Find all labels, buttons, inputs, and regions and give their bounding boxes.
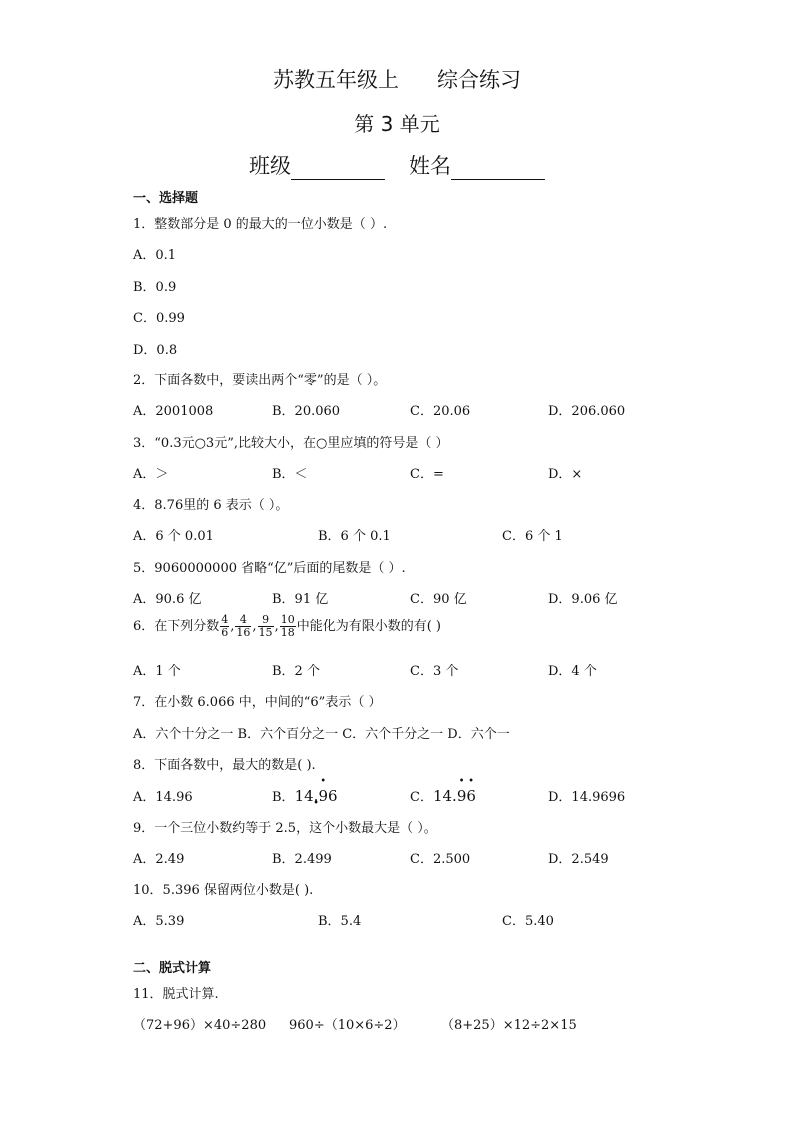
q3-option-c[interactable]: C．=	[410, 467, 444, 482]
q3-option-a[interactable]: A．＞	[133, 467, 169, 482]
q8-option-c[interactable]	[410, 786, 476, 805]
q10-option-b[interactable]: B．5.4	[318, 914, 362, 929]
q6-option-c[interactable]: C．3 个	[410, 664, 459, 679]
q2-option-b[interactable]: B．20.060	[272, 404, 341, 419]
title-grade: 苏教五年级上	[273, 68, 399, 92]
q1-option-d[interactable]: D．0.8	[133, 343, 178, 358]
fraction-numerator: 4	[221, 613, 229, 626]
repeating-decimal	[295, 787, 338, 805]
calc-expression-1: （72+96）×40÷280	[133, 1018, 267, 1033]
repeating-digit: 6 •	[466, 787, 476, 805]
q3-option-d[interactable]: D．×	[548, 467, 583, 482]
question-6-stem	[133, 614, 441, 639]
calc-expression-3: （8+25）×12÷2×15	[441, 1018, 577, 1033]
calc-expression-2: 960÷（10×6÷2）	[289, 1018, 406, 1033]
fraction-4-6	[220, 614, 229, 639]
q6-stem-suffix: 中能化为有限小数的有( )	[296, 619, 441, 634]
section-heading-calc: 二、脱式计算	[133, 961, 212, 976]
question-8-stem: 8．下面各数中，最大的数是( ).	[133, 758, 316, 773]
separator: ,	[230, 619, 235, 634]
question-3-stem: 3．“0.3元○3元”,比较大小，在○里应填的符号是（ ）	[133, 436, 449, 451]
option-label: B．	[272, 790, 295, 805]
q5-option-d[interactable]: D．9.06 亿	[548, 592, 618, 607]
question-10-stem: 10．5.396 保留两位小数是( ).	[133, 883, 314, 898]
q6-option-b[interactable]: B．2 个	[272, 664, 320, 679]
unit-title: 第 3 单元	[354, 112, 440, 136]
repeating-digit: 9 •	[318, 787, 328, 805]
q4-option-a[interactable]: A．6 个 0.01	[133, 529, 214, 544]
q9-option-d[interactable]: D．2.549	[548, 852, 609, 867]
q3-option-b[interactable]: B．＜	[272, 467, 308, 482]
fraction-numerator: 9	[258, 614, 274, 627]
q10-option-c[interactable]: C．5.40	[502, 914, 554, 929]
q6-option-d[interactable]: D．4 个	[548, 664, 597, 679]
fraction-denominator: 6	[221, 626, 229, 639]
q8-option-a[interactable]: A．14.96	[133, 790, 193, 805]
fraction-10-18	[280, 614, 296, 639]
class-blank[interactable]	[291, 157, 385, 180]
q7-options[interactable]: A．六个十分之一 B．六个百分之一 C．六个千分之一 D．六个一	[133, 727, 510, 742]
question-5-stem: 5．9060000000 省略“亿”后面的尾数是（ ）.	[133, 561, 406, 576]
integer-part: 14.	[432, 787, 457, 805]
q5-option-a[interactable]: A．90.6 亿	[133, 592, 202, 607]
worksheet-title	[0, 64, 794, 94]
fraction-9-15	[258, 614, 274, 639]
decimal-point: . •	[314, 787, 319, 805]
separator: ,	[274, 619, 279, 634]
fraction-denominator: 18	[280, 626, 295, 639]
q4-option-b[interactable]: B．6 个 0.1	[318, 529, 391, 544]
q1-option-a[interactable]: A．0.1	[133, 248, 177, 263]
question-1-stem: 1．整数部分是 0 的最大的一位小数是（ ）.	[133, 217, 388, 232]
option-label: C．	[410, 790, 433, 805]
question-2-stem: 2．下面各数中，要读出两个“零”的是（ ）。	[133, 373, 387, 388]
q8-option-b[interactable]	[272, 786, 338, 805]
question-9-stem: 9．一个三位小数约等于 2.5，这个小数最大是（ ）。	[133, 821, 437, 836]
q1-option-b[interactable]: B．0.9	[133, 280, 177, 295]
separator: ,	[252, 619, 257, 634]
class-label: 班级	[249, 154, 291, 178]
q2-option-a[interactable]: A．2001008	[133, 404, 214, 419]
integer-part: 14	[294, 787, 314, 805]
q9-option-c[interactable]: C．2.500	[410, 852, 471, 867]
question-4-stem: 4．8.76里的 6 表示（ ）。	[133, 498, 289, 513]
q9-option-a[interactable]: A．2.49	[133, 852, 185, 867]
repeating-digit: 9 •	[457, 787, 467, 805]
q6-stem-prefix: 6．在下列分数	[133, 619, 220, 634]
fraction-denominator: 15	[258, 626, 273, 639]
fraction-numerator: 10	[280, 613, 295, 626]
q4-option-c[interactable]: C．6 个 1	[502, 529, 563, 544]
question-11-stem: 11．脱式计算.	[133, 987, 219, 1002]
name-blank[interactable]	[451, 157, 545, 180]
q5-option-b[interactable]: B．91 亿	[272, 592, 329, 607]
q5-option-c[interactable]: C．90 亿	[410, 592, 467, 607]
title-practice: 综合练习	[437, 68, 521, 92]
fraction-4-16	[235, 614, 251, 639]
name-label: 姓名	[409, 154, 451, 178]
question-7-stem: 7．在小数 6.066 中，中间的“6”表示（ ）	[133, 695, 382, 710]
q2-option-d[interactable]: D．206.060	[548, 404, 626, 419]
fraction-numerator: 4	[235, 614, 251, 627]
student-info-line	[0, 150, 794, 180]
digit: 6	[327, 787, 338, 805]
section-heading-choice: 一、选择题	[133, 191, 199, 206]
q6-option-a[interactable]: A．1 个	[133, 664, 181, 679]
q8-option-d[interactable]: D．14.9696	[548, 790, 626, 805]
q2-option-c[interactable]: C．20.06	[410, 404, 471, 419]
q9-option-b[interactable]: B．2.499	[272, 852, 332, 867]
repeating-decimal	[433, 787, 476, 805]
fraction-denominator: 16	[236, 626, 251, 639]
q1-option-c[interactable]: C．0.99	[133, 311, 185, 326]
q10-option-a[interactable]: A．5.39	[133, 914, 185, 929]
